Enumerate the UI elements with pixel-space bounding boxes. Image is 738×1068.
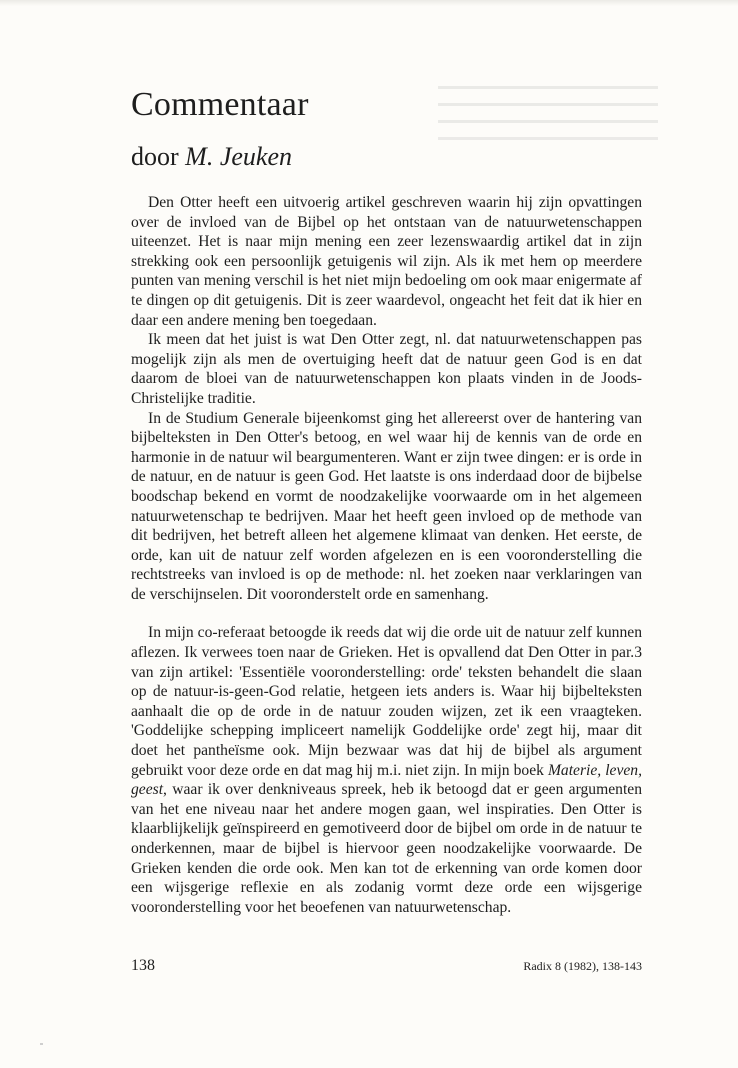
byline [131, 142, 292, 172]
show-through-from-reverse [438, 86, 658, 186]
page-title: Commentaar [131, 86, 309, 123]
byline-author: M. Jeuken [185, 142, 292, 171]
byline-prefix: door [131, 142, 179, 171]
paragraph-4-part-1: In mijn co-referaat betoogde ik reeds dat wij die orde uit de natuur zelf kunnen aflezen. Ik verwees toen naar de Grieken. Het is opvallend dat Den Otter in par.3 van zijn artikel: 'Essentiële vooronderstelling: orde' teksten behandelt die slaan op de natuur-is-geen-God relatie, hetgeen iets anders is. Waar hij bijbelteksten aanhaalt die op de orde in de natuur zouden wijzen, zet ik een vraagteken. 'Goddelijke schepping impliceert namelijk Goddelijke orde' zegt hij, maar dit doet het pantheïsme ook. Mijn bezwaar was dat hij de bijbel als argument gebruikt voor deze orde en dat mag hij m.i. niet zijn. In mijn boek [131, 624, 642, 779]
article-body [131, 193, 642, 917]
paragraph-4-part-2: , waar ik over denkniveaus spreek, heb ik betoogd dat er geen argumenten van het ene niveau naar het andere mogen gaan, wel inspiraties. Den Otter is klaarblijkelijk geïnspireerd en gemotiveerd door de bijbel om orde in de natuur te onderkennen, maar de bijbel is hiervoor geen noodzakelijke voorwaarde. De Grieken kenden die orde ook. Men kan tot de erkenning van orde komen door een wijsgerige reflexie en als zodanig vormt deze orde een wijsgerige vooronderstelling voor het beoefenen van natuurwetenschap. [131, 781, 642, 916]
paragraph-3: In de Studium Generale bijeenkomst ging het allereerst over de hantering van bijbelteksten in Den Otter's betoog, en wel waar hij de kennis van de orde en harmonie in de natuur wil beargumenteren. Want er zijn twee dingen: er is orde in de natuur, en de natuur is geen God. Het laatste is ons inderdaad door de bijbelse boodschap bekend en vormt de noodzakelijke voorwaarde om in het algemeen natuurwetenschap te bedrijven. Maar het heeft geen invloed op de methode van dit bedrijven, het betreft alleen het algemene klimaat van denken. Het eerste, de orde, kan uit de natuur zelf worden afgelezen en is een vooronderstelling die rechtstreeks van invloed is op de methode: nl. het zoeken naar verklaringen van de verschijnselen. Dit vooronderstelt orde en samenhang. [131, 409, 642, 603]
paragraph-4 [131, 623, 642, 917]
paragraph-1: Den Otter heeft een uitvoerig artikel geschreven waarin hij zijn opvattingen over de invloed van de Bijbel op het ontstaan van de natuurwetenschappen uiteenzet. Het is naar mijn mening een zeer lezenswaardig artikel dat in zijn strekking ook een persoonlijk getuigenis wil zijn. Als ik met hem op meerdere punten van mening verschil is het niet mijn bedoeling om ook maar enigermate af te dingen op dit getuigenis. Dit is zeer waardevol, ongeacht het feit dat ik hier en daar een andere mening ben toegedaan. [131, 194, 642, 329]
book-title: Materie, leven, geest [131, 761, 643, 799]
paragraph-2: Ik meen dat het juist is wat Den Otter zegt, nl. dat natuurwetenschappen pas mogelijk zijn als men de overtuiging heeft dat de natuur geen God is en dat daarom de bloei van de natuurwetenschappen kon plaats vinden in de Joods-Christelijke traditie. [131, 331, 642, 407]
page-footer [131, 957, 642, 975]
journal-citation: Radix 8 (1982), 138-143 [523, 959, 642, 973]
scan-edge [0, 0, 738, 6]
page-number: 138 [131, 957, 155, 974]
scan-speck [40, 1043, 43, 1045]
